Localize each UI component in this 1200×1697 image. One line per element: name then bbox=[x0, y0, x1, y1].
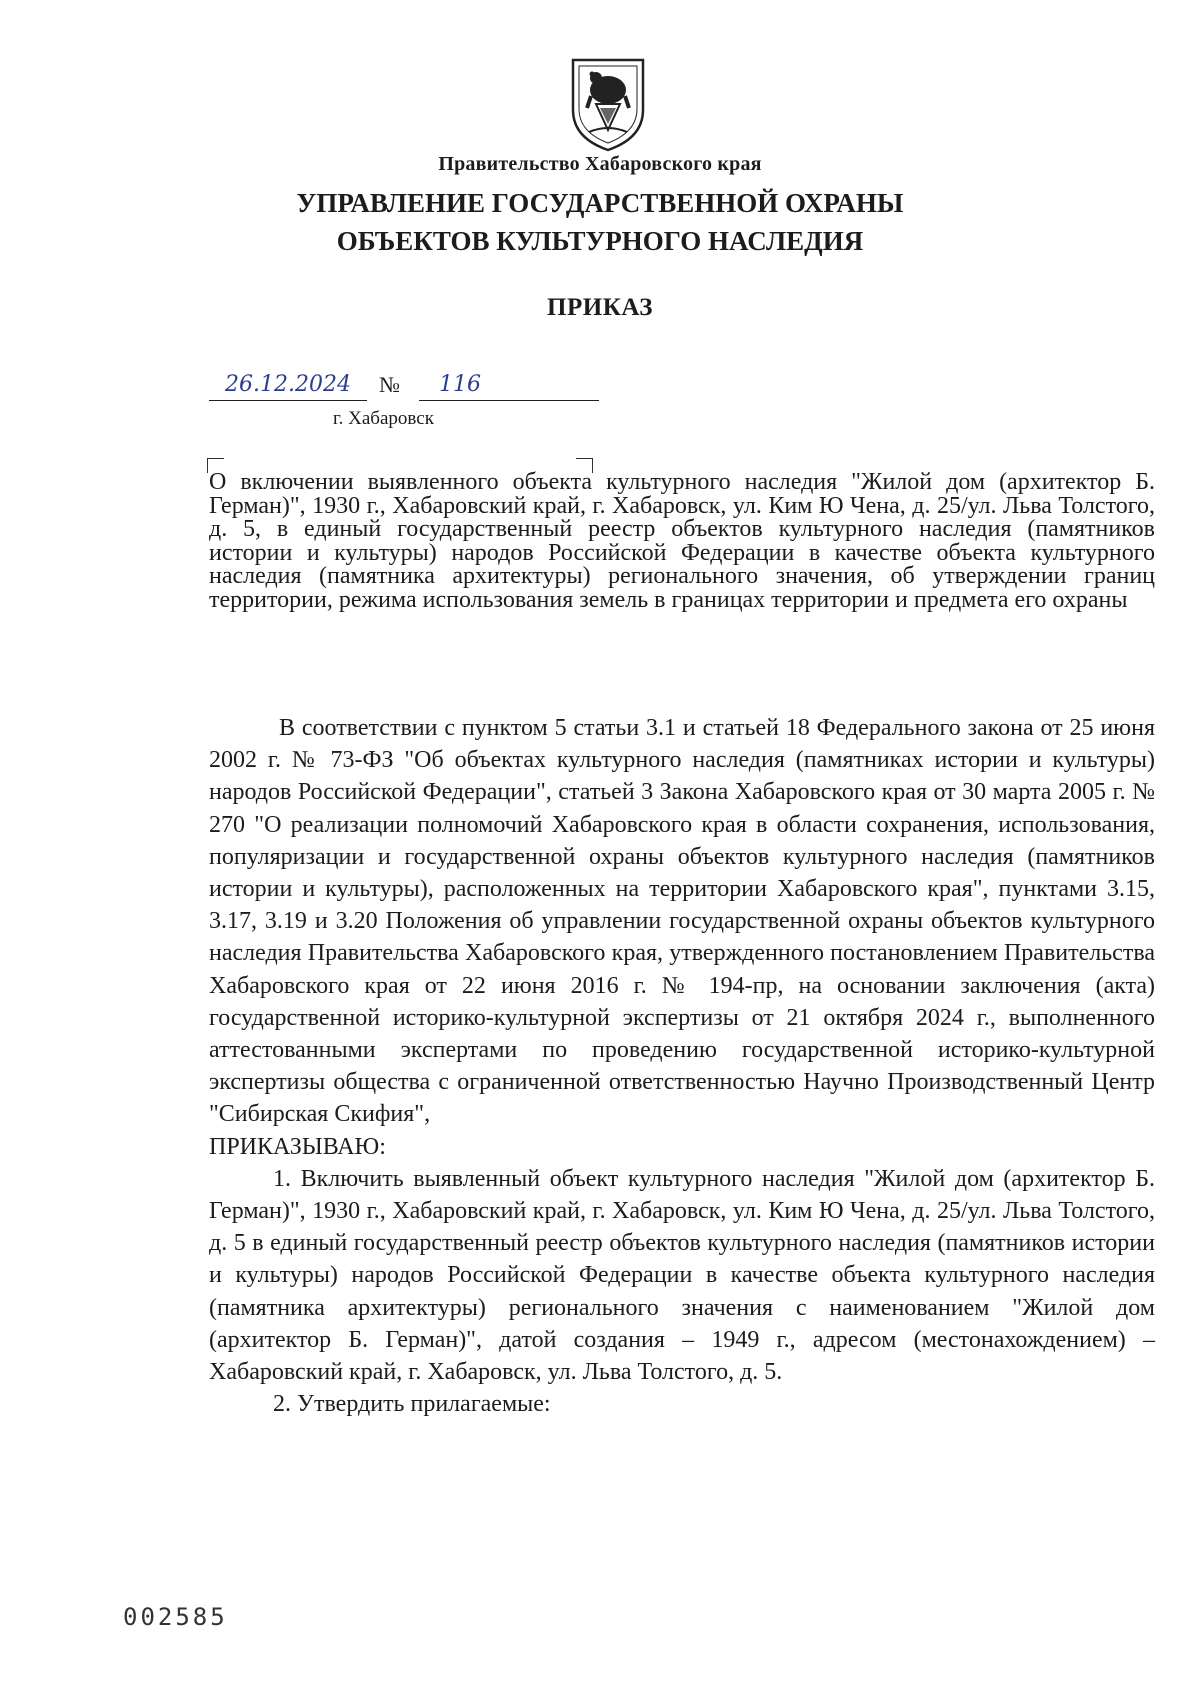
document-date: 26.12.2024 bbox=[209, 370, 367, 401]
document-number: 116 bbox=[419, 370, 599, 401]
document-subject: О включении выявленного объекта культурного наследия "Жилой дом (архитектор Б. Герман)", 1930 г., Хабаровский край, г. Хабаровск, ул. Ким Ю Чена, д. 25/ул. Льва Толстого, д. 5, в единый государственный реестр объектов культурного наследия (памятников истории и культуры) народов Российской Федерации в качестве объекта культурного наследия (памятника архитектуры) регионального значения, об утверждении границ территории, режима использования земель в границах территории и предмета его охраны bbox=[209, 469, 1155, 613]
preamble-paragraph: В соответствии с пунктом 5 статьи 3.1 и статьей 18 Федерального закона от 25 июня 2002 г. № 73-ФЗ "Об объектах культурного наследия (памятниках истории и культуры) народов Российской Федерации", статьей 3 Закона Хабаровского края от 30 марта 2005 г. № 270 "О реализации полномочий Хабаровского края в области сохранения, использования, популяризации и государственной охраны объектов культурного наследия (памятников истории и культуры), расположенных на территории Хабаровского края", пунктами 3.15, 3.17, 3.19 и 3.20 Положения об управлении государственной охраны объектов культурного наследия Правительства Хабаровского края, утвержденного постановлением Правительства Хабаровского края от 22 июня 2016 г. № 194-пр, на основании заключения (акта) государственной историко-культурной экспертизы от 21 октября 2024 г., выполненного аттестованными экспертами по проведению государственной историко-культурной экспертизы общества с ограниченной ответственностью Научно Производственный Центр "Сибирская Скифия", bbox=[209, 715, 1155, 1128]
date-number-line bbox=[209, 370, 599, 410]
agency-name-line2: ОБЪЕКТОВ КУЛЬТУРНОГО НАСЛЕДИЯ bbox=[336, 226, 864, 256]
document-city: г. Хабаровск bbox=[333, 408, 434, 429]
agency-name-line1: УПРАВЛЕНИЕ ГОСУДАРСТВЕННОЙ ОХРАНЫ bbox=[296, 188, 904, 218]
order-word: ПРИКАЗЫВАЮ: bbox=[209, 1133, 386, 1160]
document-body bbox=[209, 712, 1155, 1420]
agency-name bbox=[0, 184, 1200, 260]
document-type: ПРИКАЗ bbox=[547, 294, 653, 321]
government-name: Правительство Хабаровского края bbox=[438, 153, 762, 175]
number-label: № bbox=[379, 372, 400, 397]
order-item-1: 1. Включить выявленный объект культурного наследия "Жилой дом (архитектор Б. Герман)", 1930 г., Хабаровский край, г. Хабаровск, ул. Ким Ю Чена, д. 25/ул. Льва Толстого, д. 5 в единый государственный реестр объектов культурного наследия (памятников истории и культуры) народов Российской Федерации в качестве объекта культурного наследия (памятника архитектуры) регионального значения с наименованием "Жилой дом (архитектор Б. Герман)", датой создания – 1949 г., адресом (местонахождением) – Хабаровский край, г. Хабаровск, ул. Льва Толстого, д. 5. bbox=[209, 1165, 1155, 1386]
khabarovsk-coat-of-arms-icon bbox=[565, 54, 651, 154]
order-item-2: 2. Утвердить прилагаемые: bbox=[273, 1391, 551, 1418]
serial-number: 002585 bbox=[123, 1603, 228, 1631]
